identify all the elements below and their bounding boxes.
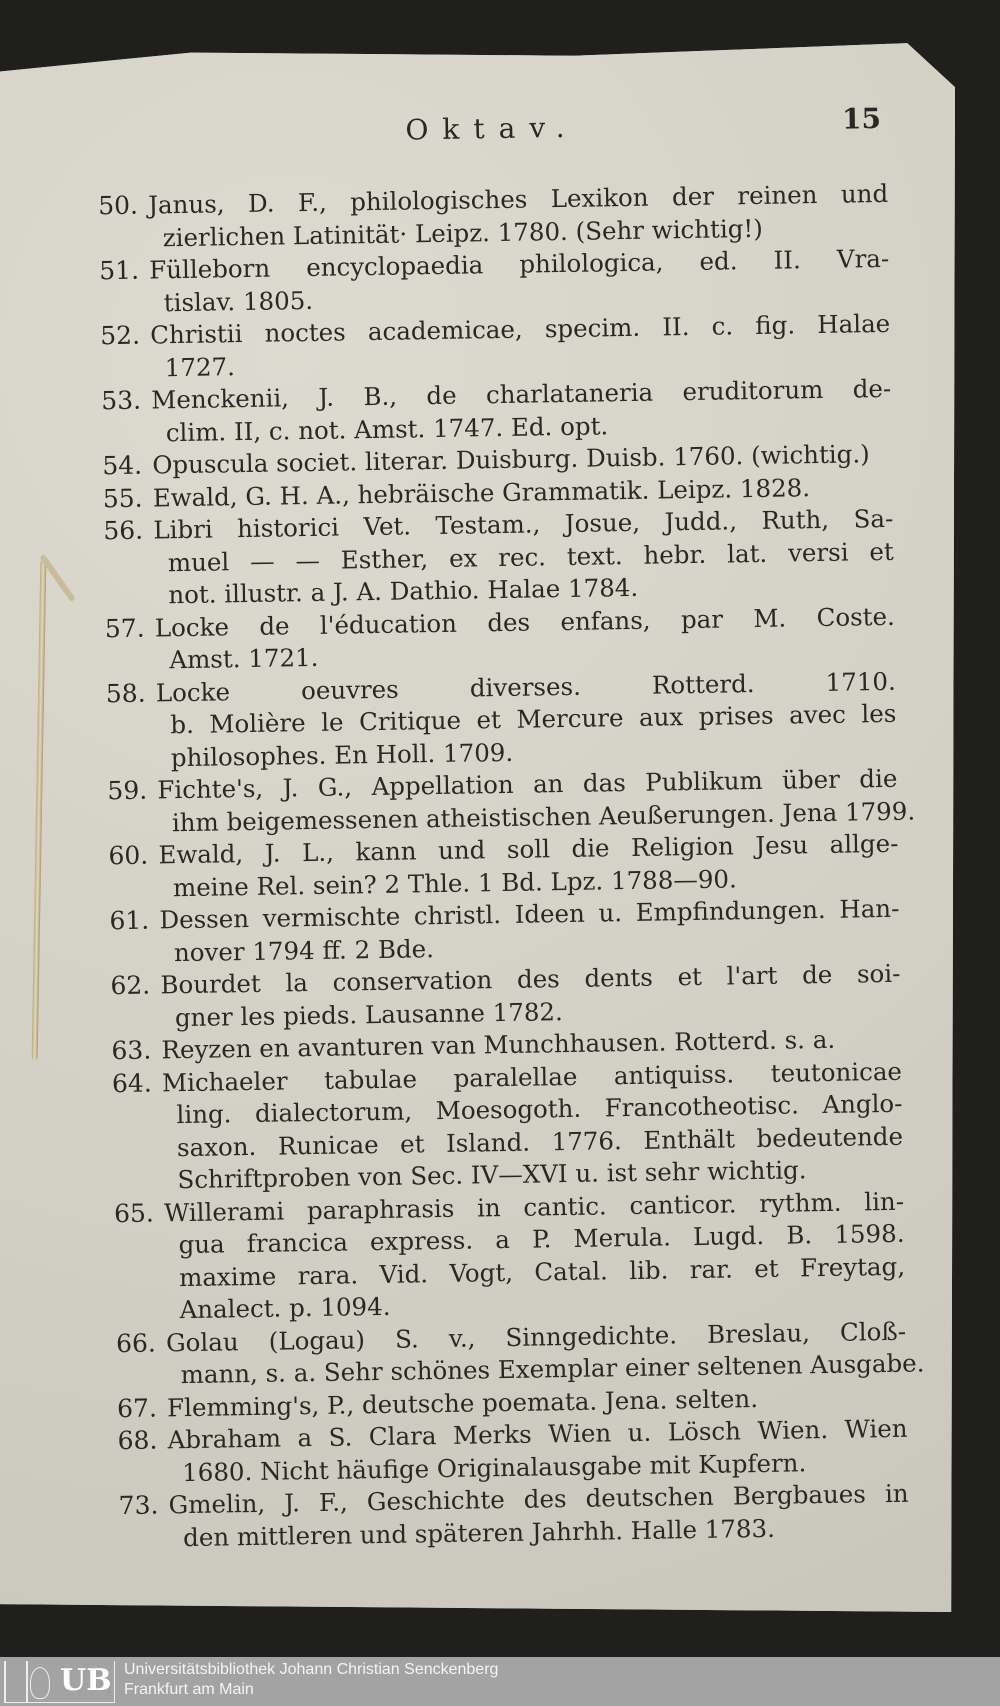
entry-line: Dessen vermischte christl. Ideen u. Empfindungen. Han- — [159, 893, 900, 935]
entry-number: 51. — [99, 255, 140, 286]
catalog-entry — [114, 1185, 906, 1327]
entry-number: 52. — [100, 320, 141, 351]
entry-line: philosophes. En Holl. 1709. — [170, 737, 514, 772]
logo-columns-icon — [4, 1661, 28, 1702]
logo-text: UB — [60, 1663, 112, 1698]
entry-line: maxime rara. Vid. Vogt, Catal. lib. rar. et Freytag, — [178, 1251, 906, 1292]
entry-line: muel — — Esther, ex rec. text. hebr. lat. versi et — [167, 536, 894, 577]
entry-line: Ewald, G. H. A., hebräische Grammatik. Leipz. 1828. — [152, 472, 811, 512]
catalog-entry — [98, 178, 889, 255]
ub-logo — [4, 1661, 115, 1703]
catalog-entry — [118, 1478, 909, 1555]
entry-number: 58. — [105, 678, 146, 708]
catalog-entry — [106, 665, 897, 775]
page-number: 15 — [841, 101, 882, 136]
section-title: Oktav. — [405, 110, 579, 147]
logo-portrait-icon — [30, 1667, 50, 1699]
entry-line: Gmelin, J. F., Geschichte des deutschen Bergbaues in — [168, 1478, 909, 1520]
catalog-entry — [108, 828, 899, 905]
entry-line: Schriftproben von Sec. IV—XVI u. ist sehr wichtig. — [177, 1155, 807, 1195]
library-banner — [0, 1657, 1000, 1706]
catalog-entry — [107, 763, 916, 840]
entry-number: 60. — [108, 840, 149, 871]
entry-line: 1680. Nicht häufige Originalausgabe mit Kupfern. — [181, 1447, 807, 1487]
catalog-entry — [110, 958, 901, 1035]
entry-line: not. illustr. a J. A. Dathio. Halae 1784. — [168, 572, 639, 610]
entry-number: 59. — [107, 775, 148, 806]
entry-number: 50. — [98, 190, 139, 221]
entry-line: nover 1794 ff. 2 Bde. — [173, 933, 435, 967]
entry-line: Christii noctes academicae, specim. II. c. fig. Halae — [150, 308, 891, 350]
entry-line: Willerami paraphrasis in cantic. canticor. rythm. lin- — [163, 1186, 905, 1227]
catalog-entry — [105, 600, 896, 677]
entry-line: Bourdet la conservation des dents et l'art de soi- — [160, 958, 901, 1000]
entry-line: ihm beigemessenen atheistischen Aeußerungen. Jena 1799. — [171, 796, 916, 837]
catalog-entry — [115, 1315, 925, 1392]
entry-number: 55. — [102, 483, 143, 513]
entry-number: 66. — [115, 1328, 157, 1358]
entry-line: clim. II, c. not. Amst. 1747. Ed. opt. — [165, 410, 609, 447]
entry-line: Fülleborn encyclopaedia philologica, ed. II. Vra- — [149, 243, 890, 285]
entry-number: 63. — [111, 1035, 152, 1066]
entry-line: Michaeler tabulae paralellae antiquiss. teutonicae — [161, 1056, 903, 1097]
entry-line: Locke de l'éducation des enfans, par M. Coste. — [154, 601, 895, 642]
entry-line: Flemming's, P., deutsche poemata. Jena. selten. — [166, 1383, 759, 1422]
catalog-entry — [117, 1413, 908, 1490]
library-name-line2: Frankfurt am Main — [124, 1681, 254, 1698]
entry-number: 61. — [109, 905, 150, 936]
entry-number: 62. — [110, 970, 151, 1001]
entry-line: 1727. — [164, 351, 236, 382]
library-name — [124, 1660, 498, 1700]
entry-number: 65. — [113, 1198, 155, 1228]
entry-line: gua francica express. a P. Merula. Lugd. B. 1598. — [178, 1218, 905, 1260]
entry-line: Abraham a S. Clara Merks Wien u. Lösch Wien. Wien — [167, 1413, 908, 1455]
entry-line: Opuscula societ. literar. Duisburg. Duisb. 1760. (wichtig.) — [152, 439, 870, 480]
page-header — [97, 94, 888, 166]
library-name-line1: Universitätsbibliothek Johann Christian Senckenberg — [124, 1661, 499, 1678]
catalog-entry — [99, 243, 890, 320]
entry-number: 73. — [118, 1490, 159, 1521]
entry-number: 54. — [102, 450, 143, 481]
page-content — [97, 94, 925, 1555]
entry-line: meine Rel. sein? 2 Thle. 1 Bd. Lpz. 1788—90. — [172, 863, 738, 902]
entry-line: Libri historici Vet. Testam., Josue, Judd., Ruth, Sa- — [153, 503, 894, 545]
entry-number: 56. — [103, 515, 144, 546]
catalog-entry — [112, 1055, 904, 1197]
entry-line: tislav. 1805. — [163, 285, 314, 317]
entry-line: Menckenii, J. B., de charlataneria eruditorum de- — [151, 373, 892, 415]
entry-line: Ewald, J. L., kann und soll die Religion Jesu allge- — [158, 828, 899, 870]
entry-line: saxon. Runicae et Island. 1776. Enthält bedeutende — [176, 1121, 904, 1162]
entry-line: b. Molière le Critique et Mercure aux prises avec les — [170, 698, 897, 740]
entry-line: gner les pieds. Lausanne 1782. — [174, 996, 563, 1032]
entry-number: 68. — [117, 1425, 158, 1456]
catalog-entry — [103, 503, 894, 613]
entry-number: 53. — [101, 385, 142, 416]
catalog-entries — [98, 178, 925, 1555]
entry-line: Locke oeuvres diverses. Rotterd. 1710. — [155, 666, 897, 707]
entry-line: Reyzen en avanturen van Munchhausen. Rotterd. s. a. — [161, 1024, 836, 1065]
entry-line: den mittleren und späteren Jahrhh. Halle 1783. — [182, 1513, 776, 1552]
catalog-entry — [100, 308, 891, 385]
entry-number: 64. — [111, 1068, 153, 1098]
entry-line: Golau (Logau) S. v., Sinngedichte. Breslau, Cloß- — [165, 1316, 907, 1357]
entry-line: Janus, D. F., philologisches Lexikon der reinen und — [147, 178, 889, 220]
entry-number: 57. — [104, 613, 145, 643]
entry-line: mann, s. a. Sehr schönes Exemplar einer seltenen Ausgabe. — [180, 1348, 925, 1390]
entry-line: ling. dialectorum, Moesogoth. Francotheotisc. Anglo- — [176, 1088, 903, 1130]
entry-line: Analect. p. 1094. — [179, 1291, 391, 1325]
entry-line: Amst. 1721. — [169, 642, 319, 675]
catalog-entry — [101, 373, 892, 450]
entry-line: zierlichen Latinität· Leipz. 1780. (Sehr wichtig!) — [162, 213, 764, 252]
catalog-entry — [109, 893, 900, 970]
entry-line: Fichte's, J. G., Appellation an das Publikum über die — [157, 763, 898, 805]
entry-number: 67. — [116, 1393, 158, 1423]
